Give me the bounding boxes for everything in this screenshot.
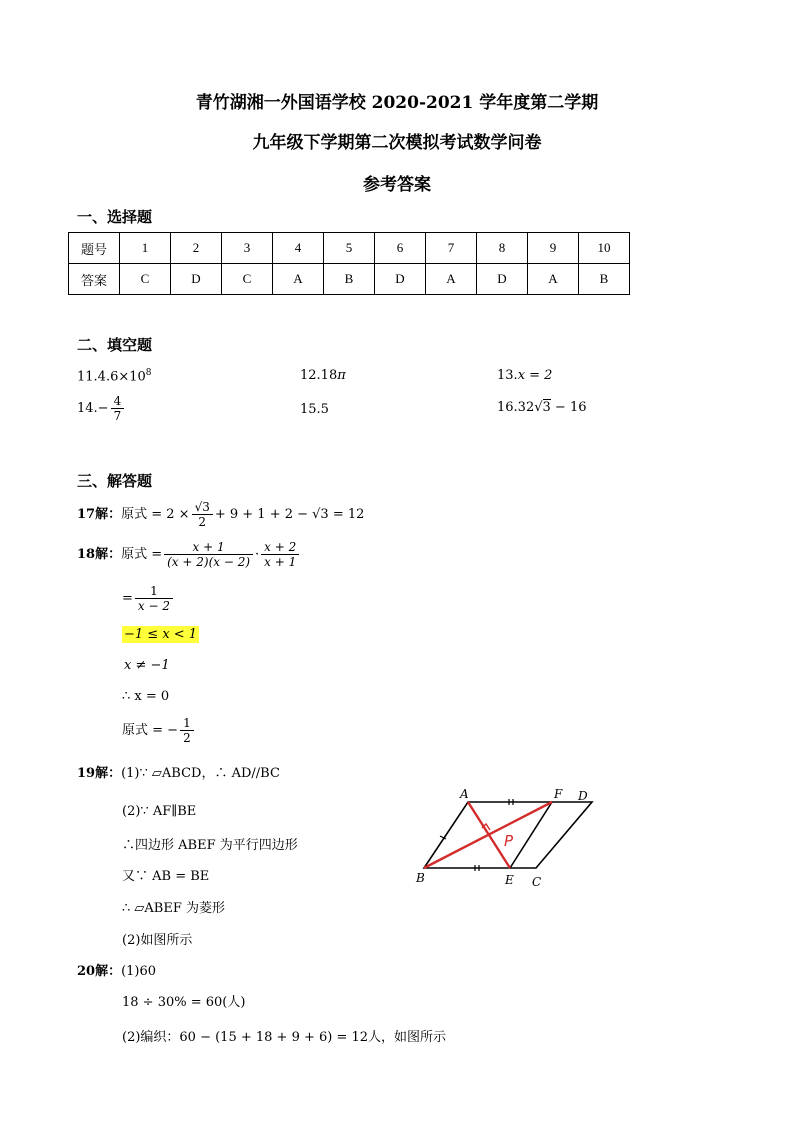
table-cell: D (375, 264, 426, 295)
solution-18-dot: · (255, 547, 260, 562)
sqrt-symbol-icon: √ (534, 400, 543, 415)
answer-16-suffix: − 16 (550, 400, 587, 415)
table-cell: D (477, 264, 528, 295)
fraction-denominator: 7 (113, 409, 122, 423)
fraction-denominator: (x + 2)(x − 2) (167, 555, 251, 569)
solution-19-label: 19解： (77, 766, 122, 781)
fraction-denominator: x − 2 (137, 599, 170, 613)
solution-20-part1: (1)60 (121, 964, 157, 979)
table-cell: 4 (273, 233, 324, 264)
label-p: P (504, 832, 514, 850)
section-heading-solutions: 三、解答题 (77, 472, 153, 490)
label-e: E (505, 873, 514, 887)
label-a: A (460, 787, 469, 801)
solution-20-label: 20解： (77, 964, 122, 979)
table-header-question: 题号 (69, 233, 120, 264)
solution-20-line3: (2)编织：60 − (15 + 18 + 9 + 6) = 12人，如图所示 (122, 1030, 447, 1045)
table-cell: A (528, 264, 579, 295)
answer-16-radicand: 3 (542, 400, 551, 415)
solution-17-part-a: 原式 = 2 × (121, 507, 190, 522)
label-d: D (578, 789, 588, 803)
document-title-answer-key: 参考答案 (363, 175, 431, 195)
red-diagonal-bf (424, 802, 552, 868)
answer-13-expr: x = 2 (517, 368, 553, 383)
fraction-numerator: x + 1 (164, 540, 253, 555)
answer-13 (497, 368, 552, 383)
table-cell: C (222, 264, 273, 295)
solution-18-line1 (77, 540, 301, 569)
table-cell: B (579, 264, 630, 295)
table-cell: 9 (528, 233, 579, 264)
fraction-numerator: √3 (192, 500, 213, 515)
table-cell: 8 (477, 233, 528, 264)
answer-12 (300, 368, 346, 383)
solution-19-part1: (1)∵ ▱ABCD，∴ AD//BC (121, 766, 280, 781)
fraction-numerator: 1 (180, 716, 194, 731)
table-header-answer: 答案 (69, 264, 120, 295)
solution-17-part-b: + 9 + 1 + 2 − √3 = 12 (214, 507, 365, 522)
solution-18-final-lhs: 原式 = − (122, 723, 179, 738)
table-cell: 10 (579, 233, 630, 264)
section-heading-fill: 二、填空题 (77, 336, 153, 354)
answer-16-prefix: 16.32 (497, 400, 535, 415)
table-cell: 2 (171, 233, 222, 264)
table-cell: 7 (426, 233, 477, 264)
answer-11-text: 11.4.6×10 (77, 369, 146, 385)
parallelogram-figure (410, 784, 610, 894)
solution-19-line4: 又∵ AB = BE (122, 869, 210, 884)
table-cell: C (120, 264, 171, 295)
solution-18-range (122, 627, 199, 642)
table-cell: A (426, 264, 477, 295)
solution-20-line1 (77, 960, 156, 979)
answer-14-prefix: 14.− (77, 401, 109, 416)
answer-15: 15.5 (300, 402, 329, 417)
answer-16 (497, 400, 587, 415)
fraction-numerator: x + 2 (261, 540, 299, 555)
solution-19-line2: (2)∵ AF∥BE (122, 804, 197, 819)
section-heading-choice: 一、选择题 (77, 208, 153, 226)
table-cell: B (324, 264, 375, 295)
solution-18-lhs: 原式 = (121, 547, 163, 562)
solution-18-final (122, 716, 196, 745)
solution-17-label: 17解： (77, 507, 122, 522)
table-row-answers (69, 264, 630, 295)
answer-14-fraction (111, 394, 125, 423)
answer-11-exponent: 8 (145, 368, 152, 378)
solution-19-line1 (77, 762, 280, 781)
fraction-denominator: x + 1 (264, 555, 297, 569)
solution-18-fraction1 (164, 540, 253, 569)
solution-17-fraction (192, 500, 213, 529)
table-cell: 6 (375, 233, 426, 264)
highlighted-inequality: −1 ≤ x < 1 (124, 627, 198, 642)
table-cell: 1 (120, 233, 171, 264)
solution-19-line5: ∴ ▱ABEF 为菱形 (122, 901, 225, 916)
table-cell: 5 (324, 233, 375, 264)
solution-19-line3: ∴四边形 ABEF 为平行四边形 (122, 838, 298, 853)
solution-18-final-fraction (180, 716, 194, 745)
answer-table (68, 232, 630, 295)
table-cell: A (273, 264, 324, 295)
label-f: F (554, 787, 563, 801)
solution-17 (77, 500, 364, 529)
document-title-line2: 九年级下学期第二次模拟考试数学问卷 (252, 133, 542, 153)
fraction-numerator: 1 (135, 584, 173, 599)
label-c: C (532, 875, 542, 889)
label-b: B (416, 871, 425, 885)
table-row-questions (69, 233, 630, 264)
answer-13-number: 13. (497, 368, 518, 383)
table-cell: 3 (222, 233, 273, 264)
table-cell: D (171, 264, 222, 295)
fraction-numerator: 4 (111, 394, 125, 409)
solution-20-line2: 18 ÷ 30% = 60(人) (122, 995, 246, 1010)
answer-11 (77, 368, 152, 384)
solution-18-fraction2 (261, 540, 299, 569)
solution-18-neq: x ≠ −1 (124, 658, 170, 673)
answer-12-pi: π (337, 368, 346, 383)
solution-18-fraction3 (135, 584, 173, 613)
answer-12-text: 12.18 (300, 368, 338, 383)
solution-18-label: 18解： (77, 547, 122, 562)
document-title-line1: 青竹湖湘一外国语学校 2020-2021 学年度第二学期 (195, 93, 599, 113)
solution-18-therefore: ∴ x = 0 (122, 689, 170, 704)
solution-19-line6: (2)如图所示 (122, 933, 193, 948)
solution-18-eq: = (122, 591, 133, 606)
fraction-denominator: 2 (183, 731, 191, 745)
solution-18-line2 (122, 584, 175, 613)
fraction-denominator: 2 (198, 515, 207, 529)
answer-14 (77, 394, 126, 423)
